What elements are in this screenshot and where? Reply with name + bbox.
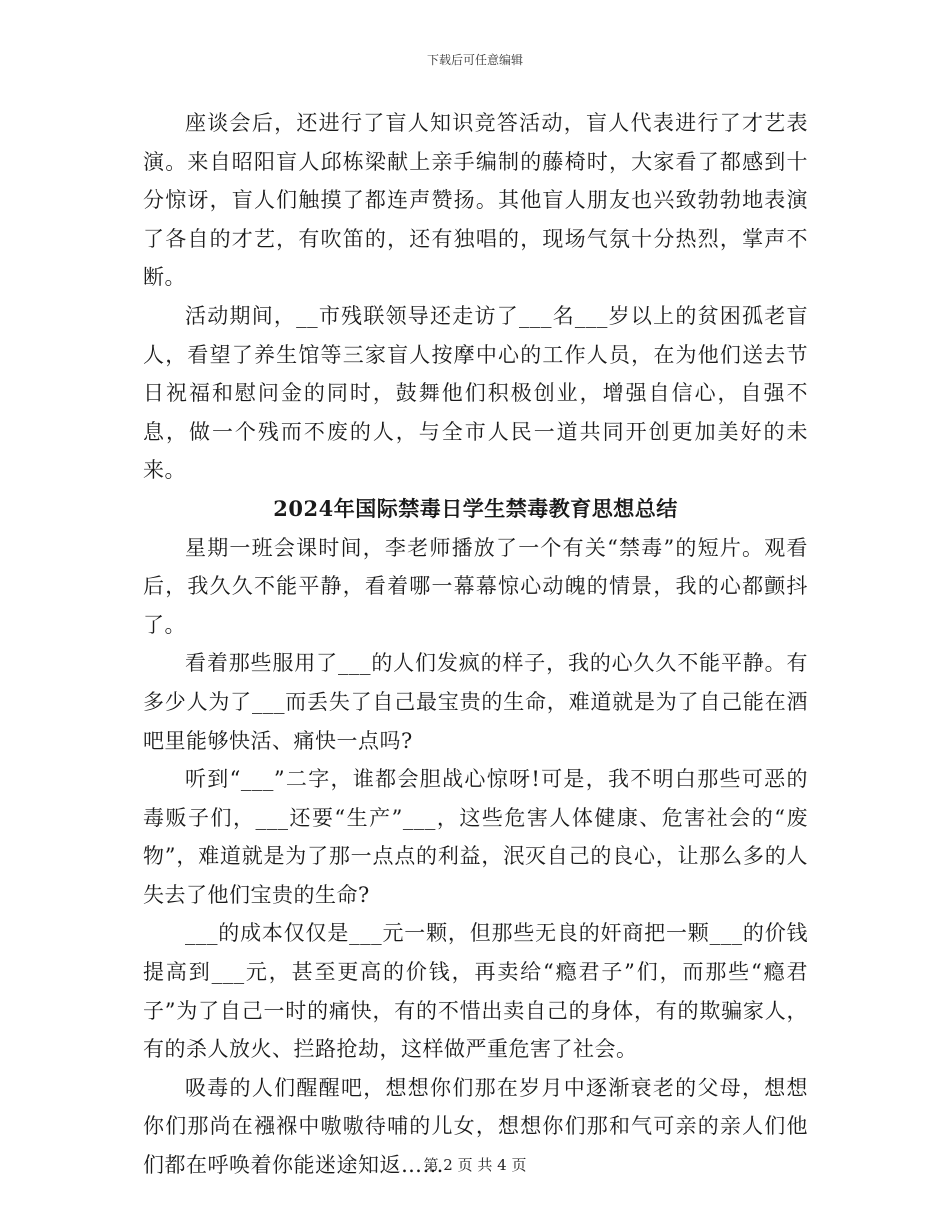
paragraph-symposium-activities: 座谈会后，还进行了盲人知识竞答活动，盲人代表进行了才艺表演。来自昭阳盲人邱栋梁献上亲手编制的藤椅时，大家看了都感到十分惊讶，盲人们触摸了都连声赞扬。其他盲人朋友也兴致勃勃地表演了各自的才艺，有吹笛的，还有独唱的，现场气氛十分热烈，掌声不断。: [143, 111, 808, 290]
paragraph-visit-blind-elderly: 活动期间，__市残联领导还走访了___名___岁以上的贫困孤老盲人，看望了养生馆等三家盲人按摩中心的工作人员，在为他们送去节日祝福和慰问金的同时，鼓舞他们积极创业，增强自信心，自强不息，做一个残而不废的人，与全市人民一道共同开创更加美好的未来。: [143, 303, 808, 483]
paragraph-drug-dealers: 听到“___”二字，谁都会胆战心惊呀!可是，我不明白那些可恶的毒贩子们，___还要“生产”___，这些危害人体健康、危害社会的“废物”，难道就是为了那一点点的利益，泯灭自己的良心，让那么多的人失去了他们宝贵的生命?: [143, 767, 808, 907]
paragraph-class-meeting-film: 星期一班会课时间，李老师播放了一个有关“禁毒”的短片。观看后，我久久不能平静，看着哪一幕幕惊心动魄的情景，我的心都颤抖了。: [143, 535, 808, 637]
paragraph-wake-up-call: 吸毒的人们醒醒吧，想想你们那在岁月中逐渐衰老的父母，想想你们那尚在襁褓中嗷嗷待哺的儿女，想想你们那和气可亲的亲人们他们都在呼唤着你能迷途知返……: [143, 1075, 808, 1178]
paragraph-drug-price: ___的成本仅仅是___元一颗，但那些无良的奸商把一颗___的价钱提高到___元，甚至更高的价钱，再卖给“瘾君子”们，而那些“瘾君子”为了自己一时的痛快，有的不惜出卖自己的身体，有的欺骗家人，有的杀人放火、拦路抢劫，这样做严重危害了社会。: [143, 921, 808, 1062]
page-number-footer: 第 2 页 共 4 页: [423, 1156, 527, 1174]
paragraph-drug-users: 看着那些服用了___的人们发疯的样子，我的心久久不能平静。有多少人为了___而丢失了自己最宝贵的生命，难道就是为了自己能在酒吧里能够快活、痛快一点吗?: [143, 651, 808, 753]
document-body: [143, 104, 808, 1185]
page-header: 下载后可任意编辑: [426, 53, 523, 67]
section-title: 2024年国际禁毒日学生禁毒教育思想总结: [273, 495, 678, 521]
